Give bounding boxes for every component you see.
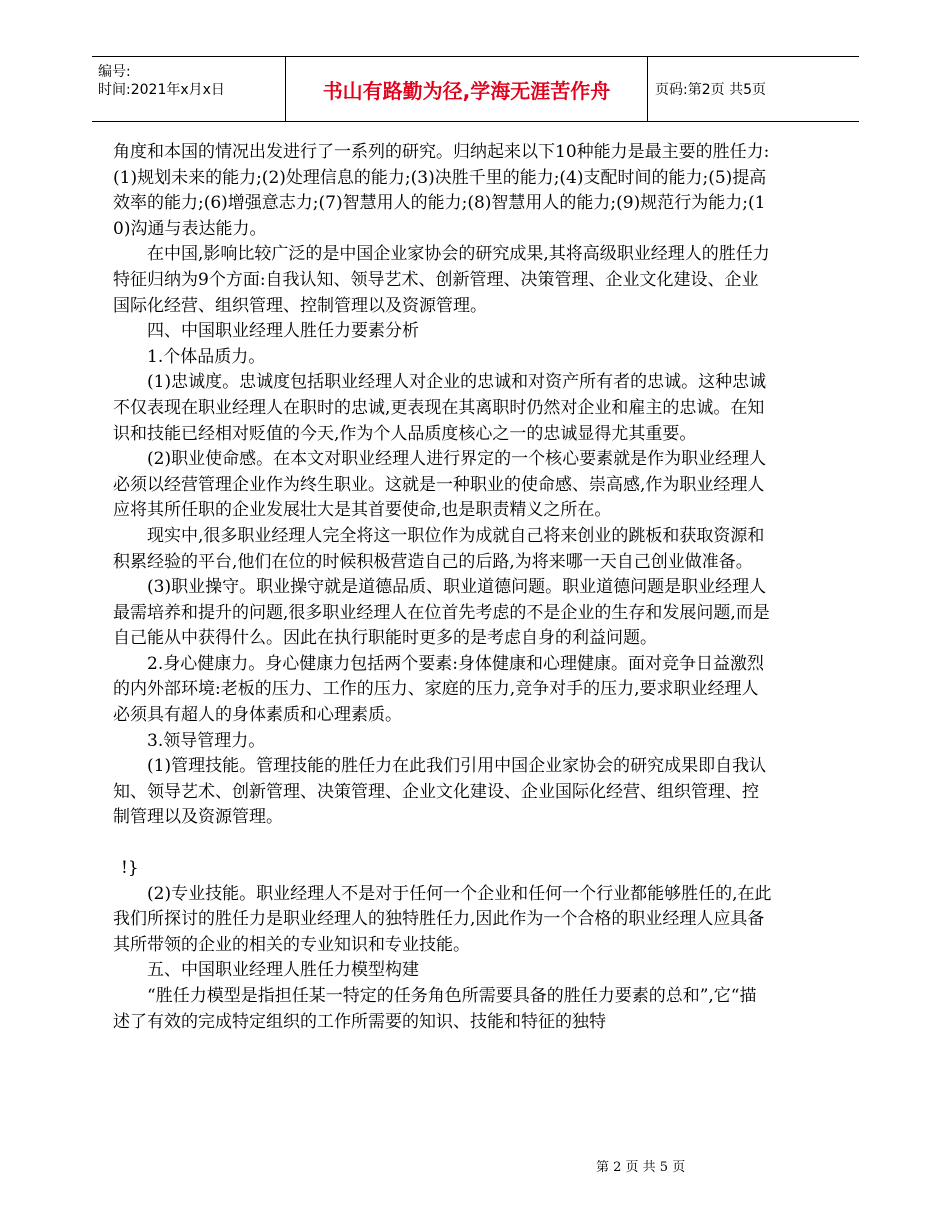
stray-characters: !} <box>121 858 139 879</box>
body-paragraph: 在中国,影响比较广泛的是中国企业家协会的研究成果,其将高级职业经理人的胜任力特征归纳为9个方面:自我认知、领导艺术、创新管理、决策管理、企业文化建设、企业国际化经营、组织管理、控制管理以及资源管理。 <box>113 244 770 316</box>
body-paragraph: (2)专业技能。职业经理人不是对于任何一个企业和任何一个行业都能够胜任的,在此我们所探讨的胜任力是职业经理人的独特胜任力,因此作为一个合格的职业经理人应具备其所带领的企业的相关的专业知识和专业技能。 <box>113 883 772 955</box>
blank-line <box>113 831 773 856</box>
subsection-heading: 3.领导管理力。 <box>147 730 266 751</box>
page-footer: 第 2 页 共 5 页 <box>596 1160 686 1175</box>
subsection-heading: 1.个体品质力。 <box>147 346 266 367</box>
document-body <box>113 140 773 1035</box>
body-paragraph: 现实中,很多职业经理人完全将这一职位作为成就自己将来创业的跳板和获取资源和积累经验的平台,他们在位的时候积极营造自己的后路,为将来哪一天自己创业做准备。 <box>113 525 765 572</box>
header-motto: 书山有路勤为径,学海无涯苦作舟 <box>322 78 611 103</box>
section-heading: 五、中国职业经理人胜任力模型构建 <box>147 960 419 981</box>
document-time-label: 时间:2021年x月x日 <box>98 82 225 98</box>
body-paragraph: “胜任力模型是指担任某一特定的任务角色所需要具备的胜任力要素的总和”,它“描述了有效的完成特定组织的工作所需要的知识、技能和特征的独特 <box>113 986 757 1032</box>
body-paragraph: (1)忠诚度。忠诚度包括职业经理人对企业的忠诚和对资产所有者的忠诚。这种忠诚不仅表现在职业经理人在职时的忠诚,更表现在其离职时仍然对企业和雇主的忠诚。在知识和技能已经相对贬值的今天,作为个人品质度核心之一的忠诚显得尤其重要。 <box>113 372 767 444</box>
header-page-info: 页码:第2页 共5页 <box>655 82 766 98</box>
section-heading: 四、中国职业经理人胜任力要素分析 <box>147 321 419 342</box>
body-paragraph: (3)职业操守。职业操守就是道德品质、职业道德问题。职业道德问题是职业经理人最需培养和提升的问题,很多职业经理人在位首先考虑的不是企业的生存和发展问题,而是自己能从中获得什么。因此在执行职能时更多的是考虑自身的利益问题。 <box>113 577 770 649</box>
page-header <box>92 56 859 122</box>
body-paragraph: (2)职业使命感。在本文对职业经理人进行界定的一个核心要素就是作为职业经理人必须以经营管理企业作为终生职业。这就是一种职业的使命感、崇高感,作为职业经理人应将其所任职的企业发展壮大是其首要使命,也是职责精义之所在。 <box>113 449 767 521</box>
header-meta-cell <box>92 57 285 121</box>
body-paragraph: 角度和本国的情况出发进行了一系列的研究。归纳起来以下10种能力是最主要的胜任力:(1)规划未来的能力;(2)处理信息的能力;(3)决胜千里的能力;(4)支配时间的能力;(5)提高效率的能力;(6)增强意志力;(7)智慧用人的能力;(8)智慧用人的能力;(9)规范行为能力;(10)沟通与表达能力。 <box>113 142 770 239</box>
body-paragraph: (1)管理技能。管理技能的胜任力在此我们引用中国企业家协会的研究成果即自我认知、领导艺术、创新管理、决策管理、企业文化建设、企业国际化经营、组织管理、控制管理以及资源管理。 <box>113 756 767 828</box>
header-page-cell <box>647 57 859 121</box>
document-number-label: 编号: <box>98 64 131 80</box>
header-motto-cell <box>285 57 648 121</box>
body-paragraph: 2.身心健康力。身心健康力包括两个要素:身体健康和心理健康。面对竞争日益激烈的内外部环境:老板的压力、工作的压力、家庭的压力,竞争对手的压力,要求职业经理人必须具有超人的身体素质和心理素质。 <box>113 653 764 726</box>
